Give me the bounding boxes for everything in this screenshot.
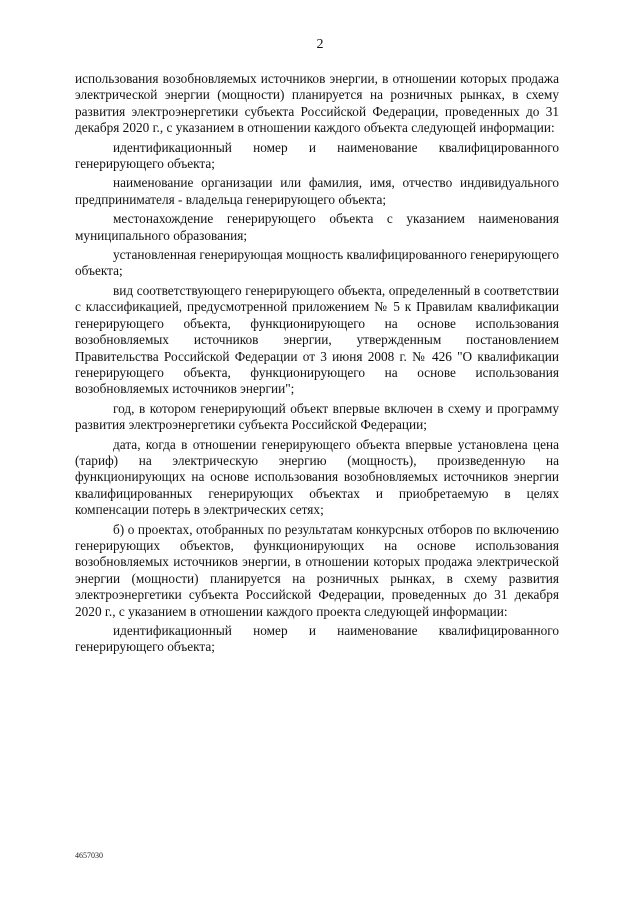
page-number: 2 — [316, 37, 324, 52]
paragraph-project-identification-number: идентификационный номер и наименование квалифицированного генерирующего объекта; — [75, 623, 559, 655]
paragraph-owner-name: наименование организации или фамилия, имя, отчество индивидуального предпринимателя - владельца генерирующего объекта; — [75, 175, 559, 207]
paragraph-identification-number: идентификационный номер и наименование квалифицированного генерирующего объекта; — [75, 139, 559, 172]
paragraph-installed-capacity: установленная генерирующая мощность квалифицированного генерирующего объекта; — [75, 247, 560, 279]
paragraph-object-type: вид соответствующего генерирующего объекта, определенный в соответствии с классификацией, предусмотренной приложением № 5 к Правилам квалификации генерирующего объекта, функционирующего на основе использования возобновляемых источников энергии, утвержденным постановлением Правительства Российской Федерации от 3 июня 2008 г. № 426 "О квалификации генерирующего объекта, функционирующего на основе использования возобновляемых источников энергии"; — [75, 282, 559, 397]
document-code: 4657030 — [75, 851, 103, 860]
paragraph-inclusion-year: год, в котором генерирующий объект впервые включен в схему и программу развития электроэнергетики субъекта Российской Федерации; — [75, 400, 559, 433]
paragraph-continuation: использования возобновляемых источников энергии, в отношении которых продажа электрической энергии (мощности) планируется на розничных рынках, в схему развития электроэнергетики субъекта Российской Федерации, проведенных до 31 декабря 2020 г., с указанием в отношении каждого объекта следующей информации: — [75, 71, 559, 136]
paragraph-tariff-date: дата, когда в отношении генерирующего объекта впервые установлена цена (тариф) на электрическую энергию (мощность), произведенную на функционирующих на основе использования возобновляемых источников энергии квалифицированных генерирующих объектах и приобретаемую в целях компенсации потерь в электрических сетях; — [75, 436, 559, 518]
paragraph-projects-section-b: б) о проектах, отобранных по результатам конкурсных отборов по включению генерирующих объектов, функционирующих на основе использования возобновляемых источников энергии, в отношении которых продажа электрической энергии (мощности) планируется на розничных рынках, в схему развития электроэнергетики субъекта Российской Федерации, проведенных до 31 декабря 2020 г., с указанием в отношении каждого проекта следующей информации: — [75, 521, 559, 619]
document-body — [75, 71, 559, 659]
paragraph-location: местонахождение генерирующего объекта с указанием наименования муниципального образования; — [75, 211, 559, 243]
